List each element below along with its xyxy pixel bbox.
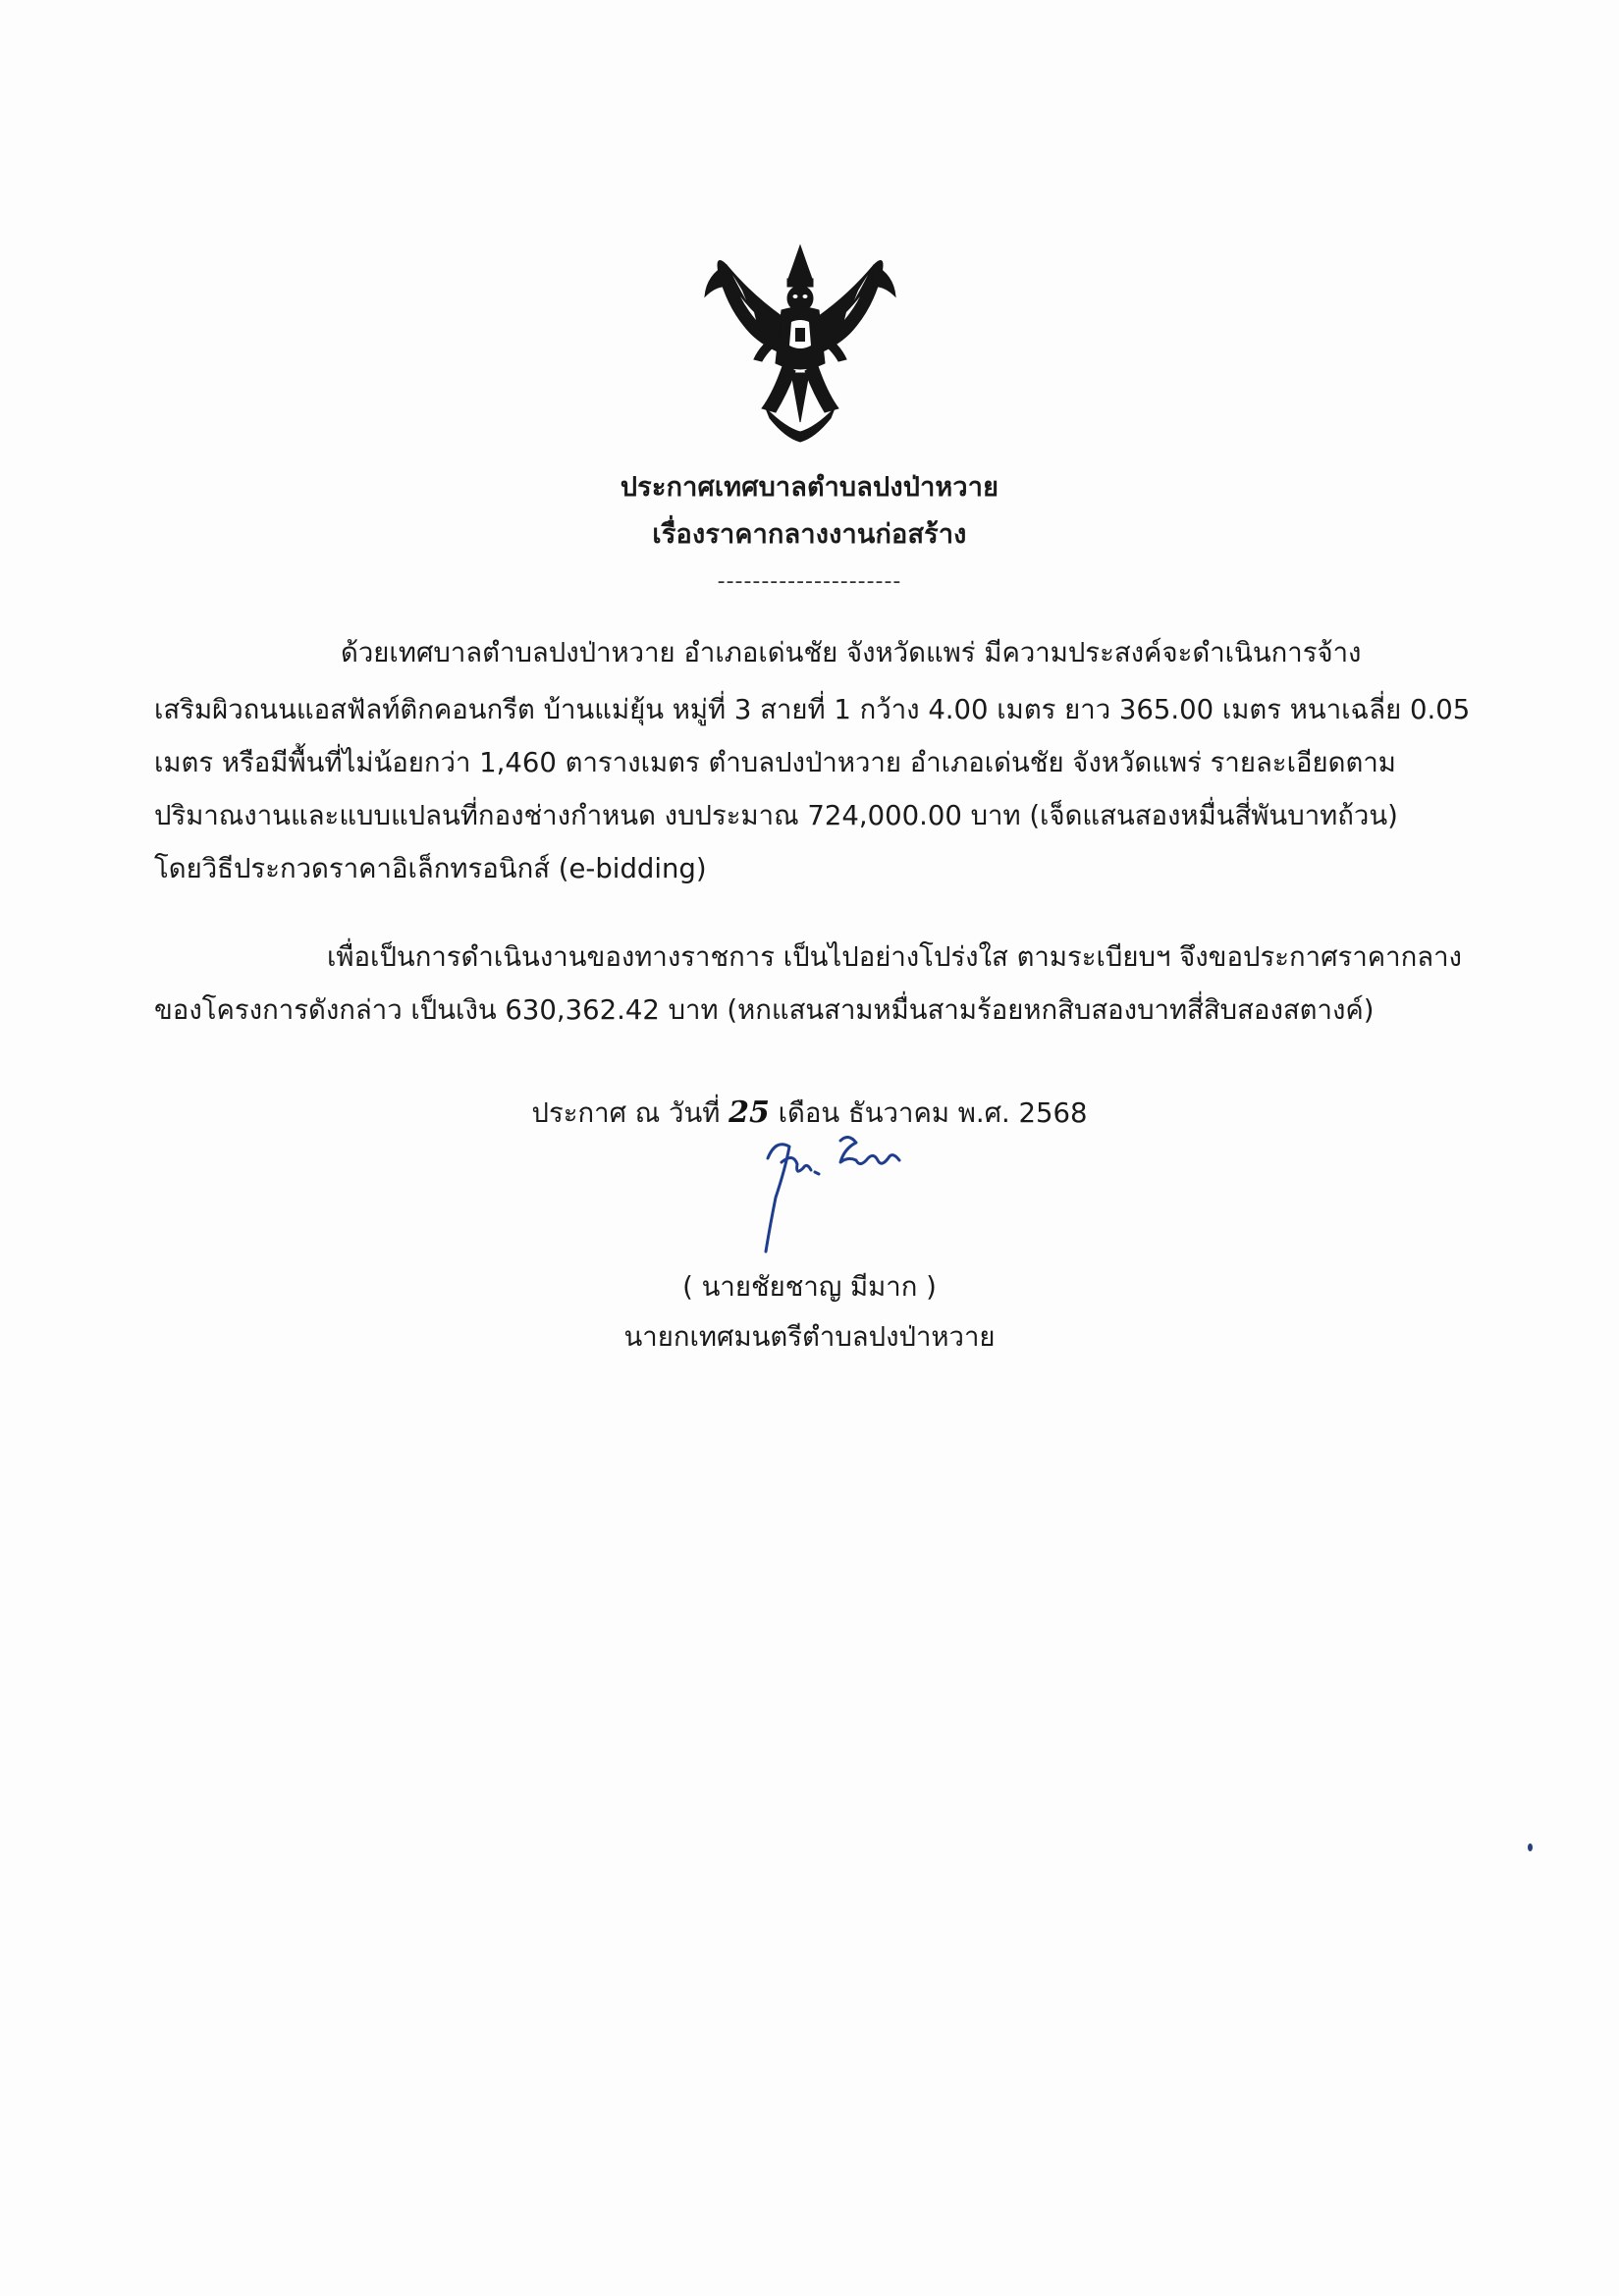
date-day-handwritten: 25 [729, 1095, 770, 1130]
handwritten-signature [746, 1129, 923, 1256]
paragraph-2-line: เพื่อเป็นการดำเนินงานของทางราชการ เป็นไปอย่างโปร่งใส ตามระเบียบฯ จึงขอประกาศราคากลาง [327, 941, 1462, 973]
announcement-title: ประกาศเทศบาลตำบลปงป่าหวาย [620, 472, 999, 503]
date-prefix: ประกาศ ณ วันที่ [531, 1097, 721, 1129]
garuda-emblem-icon [697, 236, 903, 447]
date-month-year: เดือน ธันวาคม พ.ศ. 2568 [778, 1097, 1088, 1129]
signer-position: นายกเทศมนตรีตำบลปงป่าหวาย [623, 1321, 996, 1353]
signer-name: ( นายชัยชาญ มีมาก ) [682, 1271, 937, 1303]
paragraph-1-line: เมตร หรือมีพื้นที่ไม่น้อยกว่า 1,460 ตารางเมตร ตำบลปงป่าหวาย อำเภอเด่นชัย จังหวัดแพร่ รายละเอียดตาม [154, 747, 1396, 778]
paragraph-1-line: โดยวิธีประกวดราคาอิเล็กทรอนิกส์ (e-bidding) [154, 853, 707, 884]
paragraph-1-line: เสริมผิวถนนแอสฟัลท์ติกคอนกรีต บ้านแม่ยุ้น หมู่ที่ 3 สายที่ 1 กว้าง 4.00 เมตร ยาว 365.00 เมตร หนาเฉลี่ย 0.05 [154, 694, 1471, 725]
paragraph-1-line: ปริมาณงานและแบบแปลนที่กองช่างกำหนด งบประมาณ 724,000.00 บาท (เจ็ดแสนสองหมื่นสี่พันบาทถ้วน) [154, 800, 1398, 831]
title-divider: --------------------- [717, 569, 902, 594]
paragraph-2-line: ของโครงการดังกล่าว เป็นเงิน 630,362.42 บาท (หกแสนสามหมื่นสามร้อยหกสิบสองบาทสี่สิบสองสตางค์) [154, 994, 1375, 1026]
announcement-subject: เรื่องราคากลางงานก่อสร้าง [652, 519, 967, 550]
paragraph-1-line: ด้วยเทศบาลตำบลปงป่าหวาย อำเภอเด่นชัย จังหวัดแพร่ มีความประสงค์จะดำเนินการจ้าง [341, 637, 1362, 668]
scan-speck [1528, 1843, 1533, 1851]
